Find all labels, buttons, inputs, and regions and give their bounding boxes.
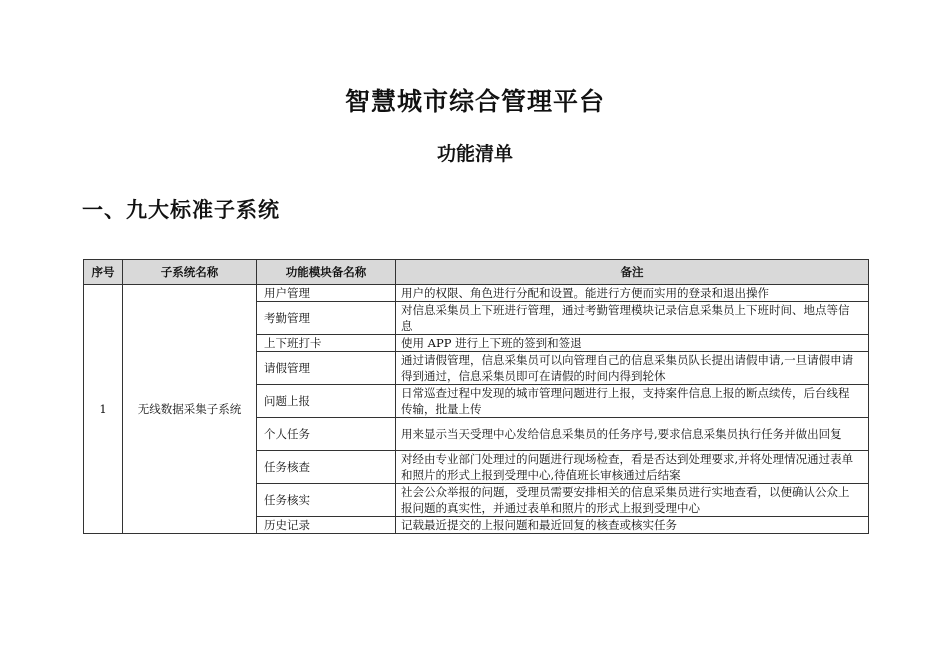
header-module: 功能模块备名称 (257, 260, 396, 285)
header-seq: 序号 (84, 260, 123, 285)
cell-remark: 通过请假管理，信息采集员可以向管理自己的信息采集员队长提出请假申请,一旦请假申请得到通过，信息采集员即可在请假的时间内得到轮休 (396, 352, 869, 385)
cell-module: 任务核实 (257, 484, 396, 517)
cell-remark: 使用 APP 进行上下班的签到和签退 (396, 335, 869, 352)
cell-remark: 记载最近提交的上报问题和最近回复的核查或核实任务 (396, 517, 869, 534)
cell-remark: 社会公众举报的问题，受理员需要安排相关的信息采集员进行实地查看，以便确认公众上报问题的真实性，并通过表单和照片的形式上报到受理中心 (396, 484, 869, 517)
header-subsystem: 子系统名称 (123, 260, 257, 285)
cell-module: 上下班打卡 (257, 335, 396, 352)
table-row (84, 285, 869, 302)
table-header-row (84, 260, 869, 285)
cell-remark: 日常巡查过程中发现的城市管理问题进行上报，支持案件信息上报的断点续传，后台线程传输，批量上传 (396, 385, 869, 418)
document-title: 智慧城市综合管理平台 (344, 87, 605, 116)
cell-subsystem: 无线数据采集子系统 (123, 285, 257, 534)
cell-module: 任务核查 (257, 451, 396, 484)
header-remark: 备注 (396, 260, 869, 285)
function-table (83, 259, 869, 534)
cell-module: 个人任务 (257, 418, 396, 451)
cell-module: 历史记录 (257, 517, 396, 534)
cell-remark: 对信息采集员上下班进行管理，通过考勤管理模块记录信息采集员上下班时间、地点等信息 (396, 302, 869, 335)
cell-remark: 对经由专业部门处理过的问题进行现场检查，看是否达到处理要求,并将处理情况通过表单和照片的形式上报到受理中心,待值班长审核通过后结案 (396, 451, 869, 484)
cell-module: 请假管理 (257, 352, 396, 385)
section-heading: 一、九大标准子系统 (82, 198, 280, 222)
cell-seq: 1 (84, 285, 123, 534)
cell-module: 问题上报 (257, 385, 396, 418)
cell-module: 用户管理 (257, 285, 396, 302)
cell-remark: 用来显示当天受理中心发给信息采集员的任务序号,要求信息采集员执行任务并做出回复 (396, 418, 869, 451)
document-subtitle: 功能清单 (436, 143, 513, 165)
cell-remark: 用户的权限、角色进行分配和设置。能进行方便而实用的登录和退出操作 (396, 285, 869, 302)
cell-module: 考勤管理 (257, 302, 396, 335)
